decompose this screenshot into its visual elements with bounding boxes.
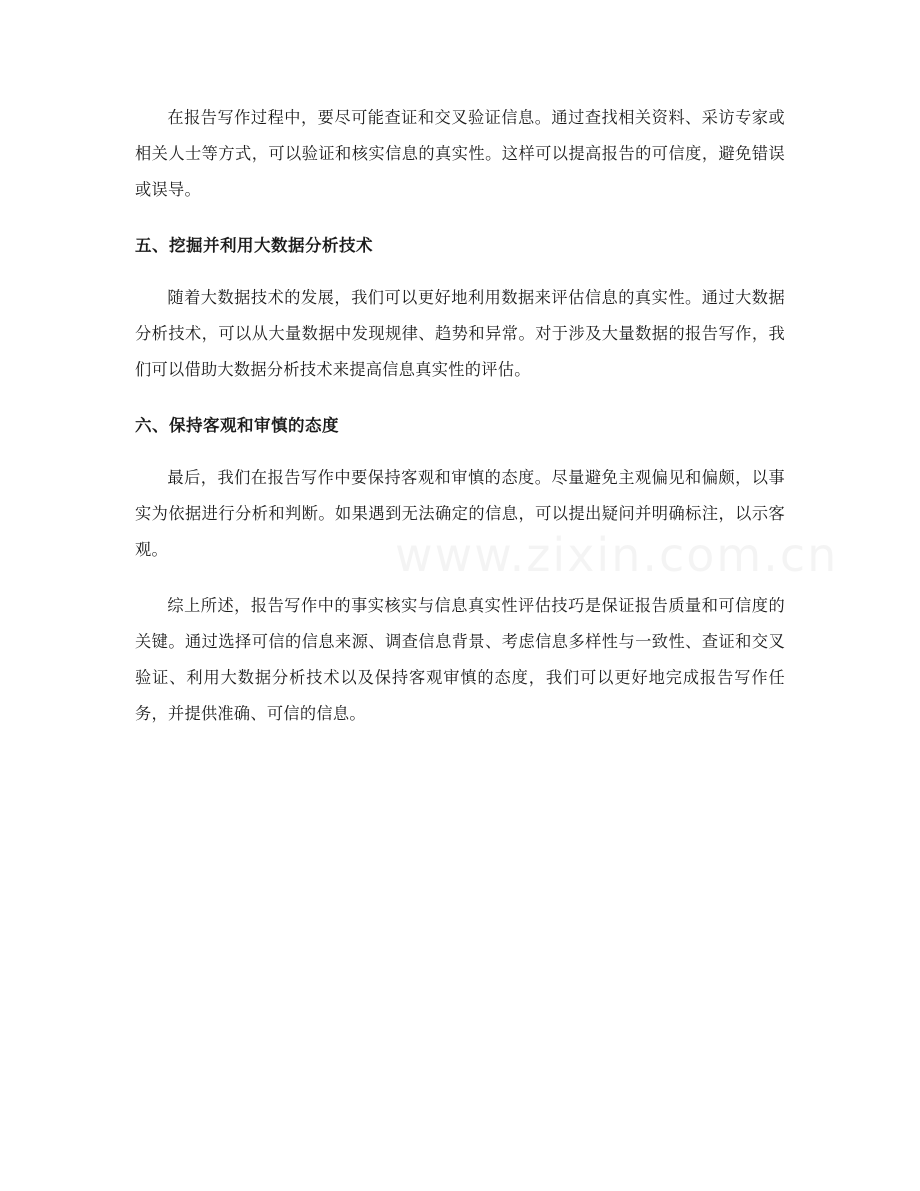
document-body xyxy=(135,100,785,752)
section-heading-6: 六、保持客观和审慎的态度 xyxy=(135,416,339,435)
paragraph-verify: 在报告写作过程中，要尽可能查证和交叉验证信息。通过查找相关资料、采访专家或相关人士等方式，可以验证和核实信息的真实性。这样可以提高报告的可信度，避免错误或误导。 xyxy=(135,108,785,199)
paragraph-summary: 综上所述，报告写作中的事实核实与信息真实性评估技巧是保证报告质量和可信度的关键。通过选择可信的信息来源、调查信息背景、考虑信息多样性与一致性、查证和交叉验证、利用大数据分析技术以及保持客观审慎的态度，我们可以更好地完成报告写作任务，并提供准确、可信的信息。 xyxy=(135,596,785,723)
paragraph-objective: 最后，我们在报告写作中要保持客观和审慎的态度。尽量避免主观偏见和偏颇，以事实为依据进行分析和判断。如果遇到无法确定的信息，可以提出疑问并明确标注，以示客观。 xyxy=(135,468,785,559)
section-heading-5: 五、挖掘并利用大数据分析技术 xyxy=(135,236,373,255)
paragraph-big-data: 随着大数据技术的发展，我们可以更好地利用数据来评估信息的真实性。通过大数据分析技术，可以从大量数据中发现规律、趋势和异常。对于涉及大量数据的报告写作，我们可以借助大数据分析技术来提高信息真实性的评估。 xyxy=(135,288,785,379)
